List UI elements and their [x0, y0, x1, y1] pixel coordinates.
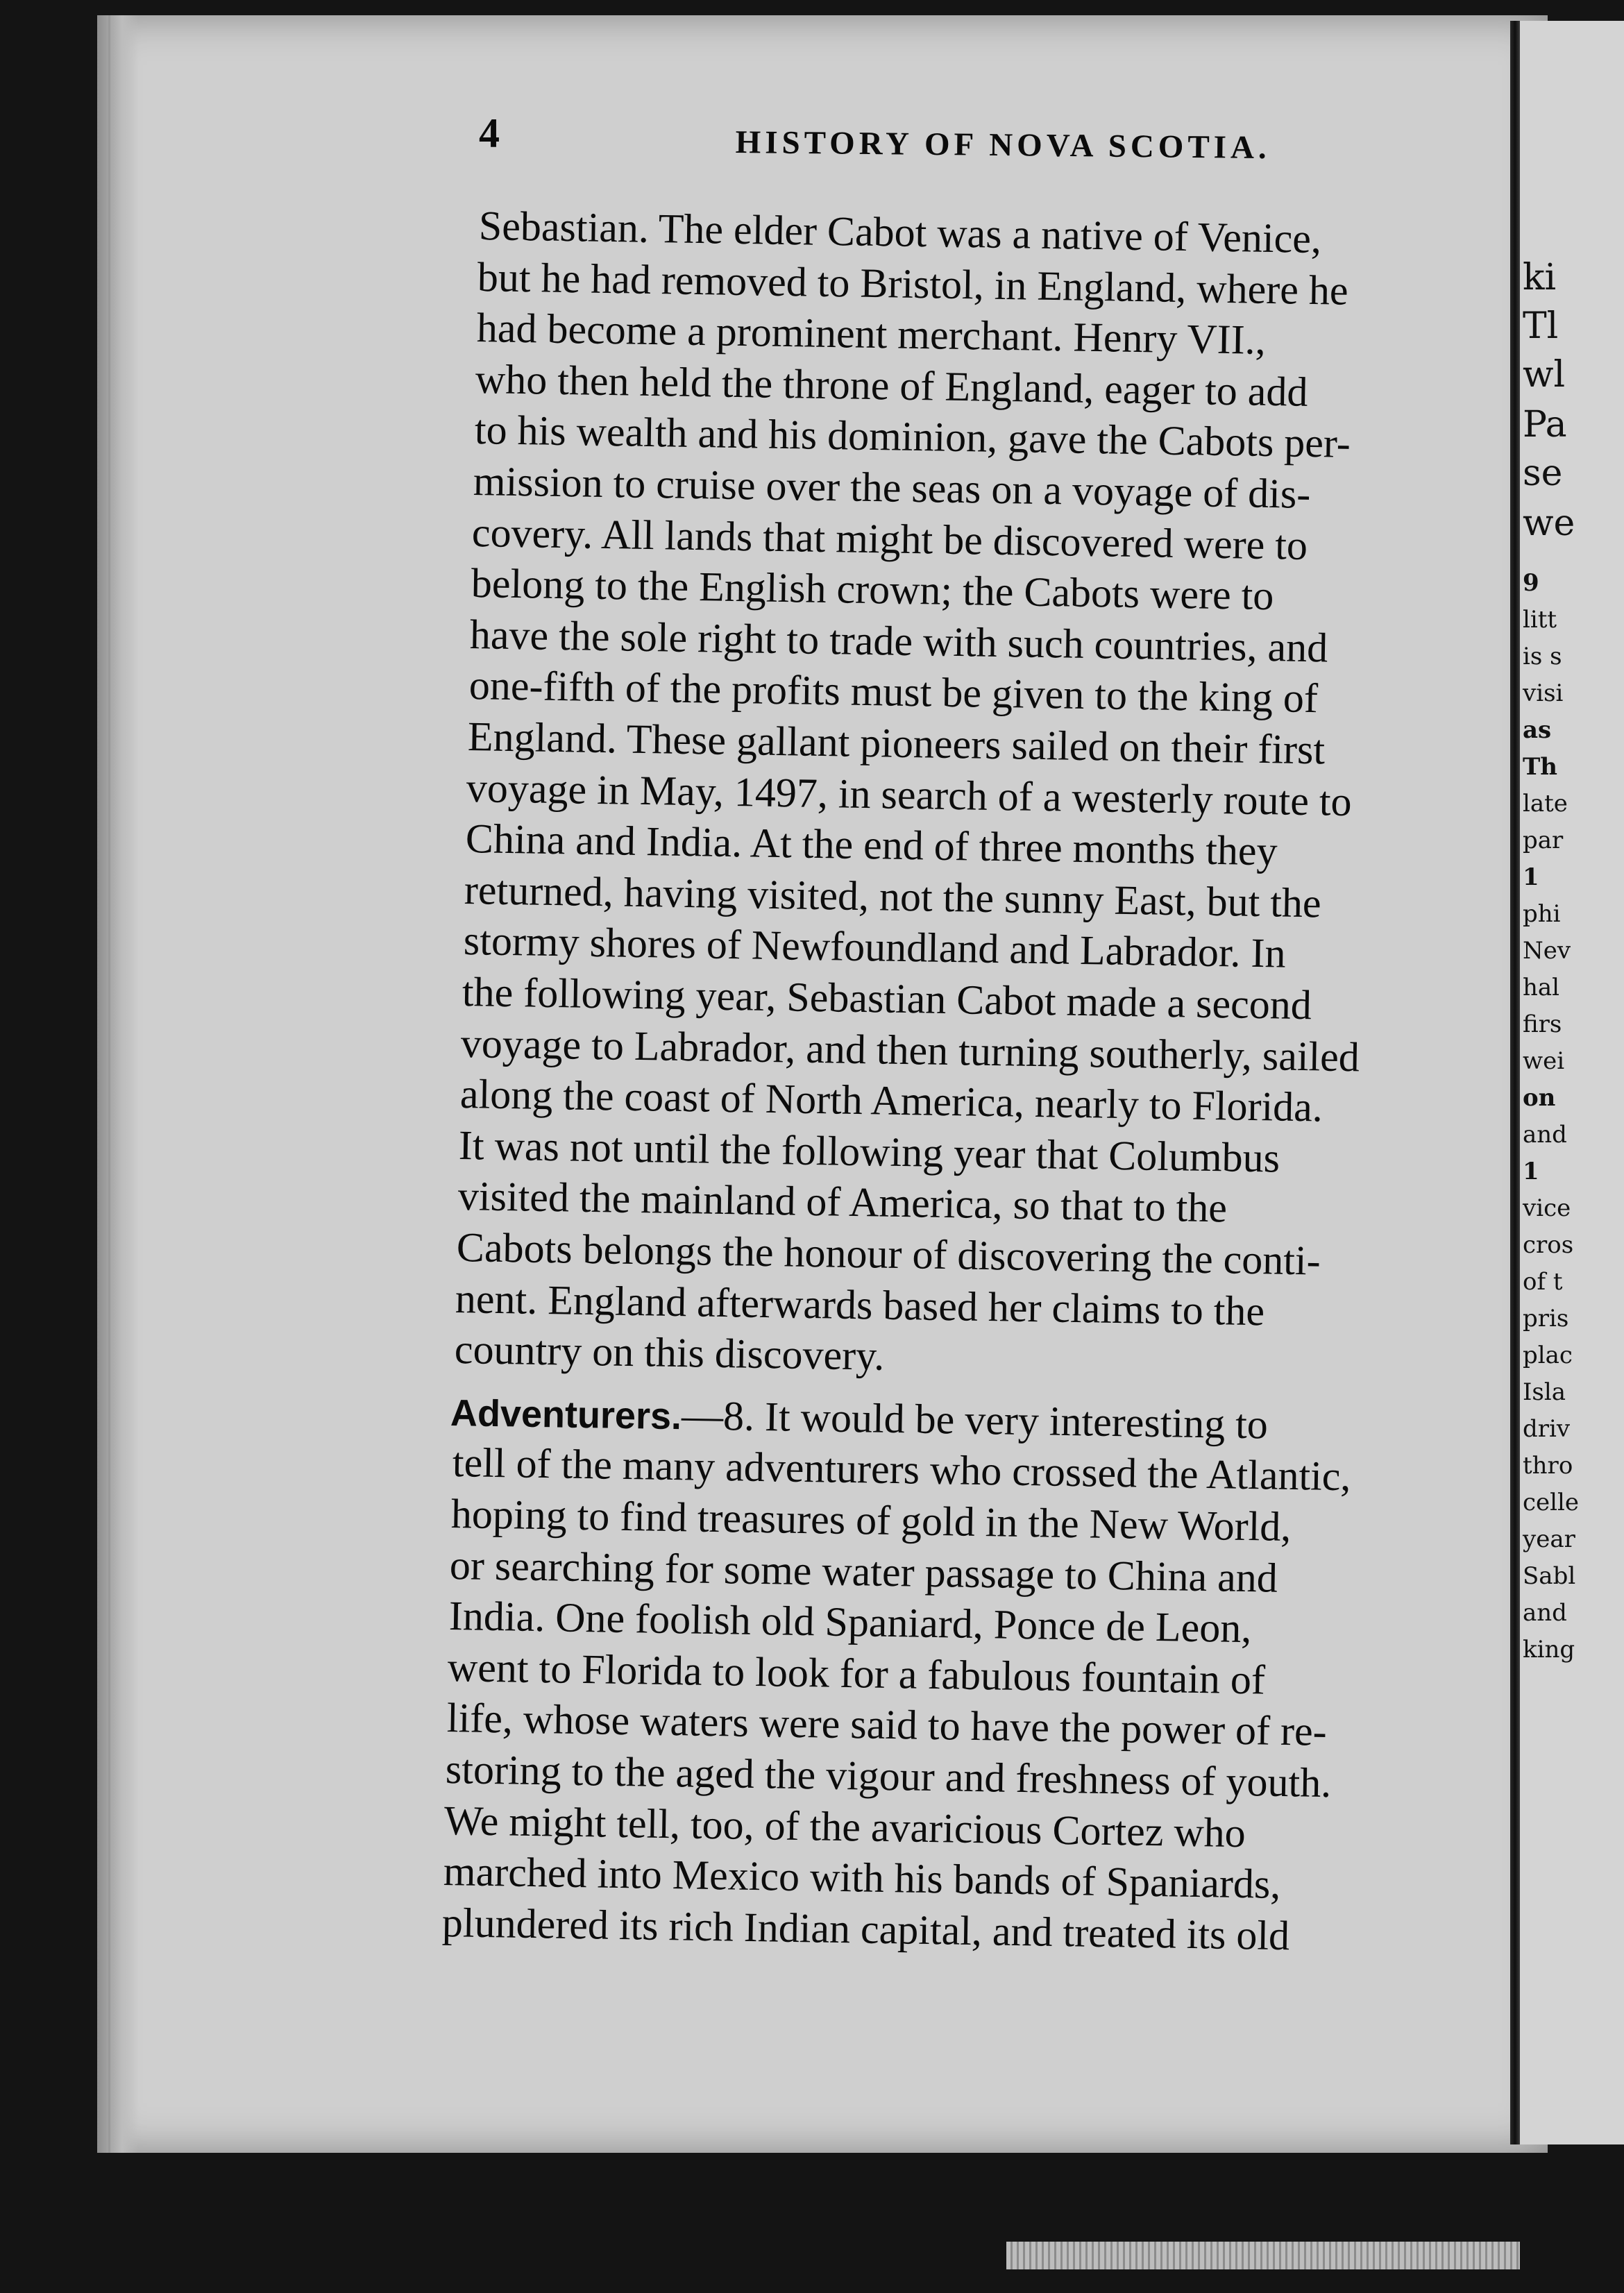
adjacent-page-fragment: year [1523, 1525, 1575, 1553]
body-line: have the sole right to trade with such countries, and [469, 611, 1328, 671]
adjacent-page-fragment: Nev [1523, 937, 1571, 965]
body-line: or searching for some water passage to China and [449, 1541, 1278, 1601]
body-line: returned, having visited, not the sunny East, but the [464, 866, 1322, 926]
adjacent-page-fragment: king [1523, 1636, 1575, 1664]
body-line: It was not until the following year that Columbus [458, 1122, 1280, 1181]
section-first-line-text: —8. It would be very interesting to [681, 1392, 1269, 1448]
section-heading: Adventurers. [450, 1391, 682, 1438]
adjacent-page-fragment: we [1523, 502, 1575, 544]
body-line: China and India. At the end of three months they [465, 815, 1278, 874]
body-line: India. One foolish old Spaniard, Ponce de Leon, [448, 1593, 1252, 1652]
adjacent-page-fragment: 1 [1523, 1158, 1539, 1185]
body-line: one-fifth of the profits must be given to the king of [468, 662, 1319, 722]
body-line: storing to the aged the vigour and freshness of youth. [445, 1746, 1332, 1807]
body-line: marched into Mexico with his bands of Spaniards, [443, 1848, 1281, 1908]
body-line: Sebastian. The elder Cabot was a native of Venice, [478, 203, 1322, 262]
running-head: HISTORY OF NOVA SCOTIA. [735, 124, 1271, 167]
adjacent-page-fragment: is s [1523, 643, 1562, 670]
body-line: voyage in May, 1497, in search of a westerly route to [466, 764, 1353, 824]
adjacent-page-strip [1520, 21, 1624, 2144]
adjacent-page-fragment: of t [1523, 1268, 1563, 1296]
body-line: life, whose waters were said to have the power of re- [446, 1695, 1327, 1755]
adjacent-page-fragment: visi [1523, 679, 1564, 707]
adjacent-page-fragment: as [1523, 716, 1552, 744]
adjacent-page-fragment: Isla [1523, 1378, 1566, 1406]
body-line: belong to the English crown; the Cabots were to [471, 560, 1274, 619]
body-line: voyage to Labrador, and then turning southerly, sailed [460, 1019, 1360, 1080]
body-line: country on this discovery. [454, 1326, 885, 1379]
adjacent-page-fragment: ki [1523, 257, 1557, 298]
page-number: 4 [479, 110, 500, 156]
body-line: but he had removed to Bristol, in England, where he [477, 253, 1349, 314]
adjacent-page-fragment: wl [1523, 354, 1566, 396]
adjacent-page-fragment: pris [1523, 1305, 1569, 1332]
body-line: We might tell, too, of the avaricious Cortez who [443, 1797, 1246, 1856]
body-line: along the coast of North America, nearly to Florida. [459, 1071, 1323, 1131]
body-line: to his wealth and his dominion, gave the Cabots per- [474, 407, 1351, 467]
adjacent-page-fragment: plac [1523, 1342, 1573, 1369]
adjacent-page-fragment: thro [1523, 1452, 1573, 1480]
adjacent-page-fragment: celle [1523, 1489, 1580, 1516]
adjacent-page-fragment: Pa [1523, 404, 1567, 446]
adjacent-page-fragment: vice [1523, 1194, 1571, 1222]
body-line: England. These gallant pioneers sailed on their first [467, 713, 1326, 773]
adjacent-page-fragment: par [1523, 827, 1564, 854]
body-line: hoping to find treasures of gold in the New World, [450, 1491, 1292, 1550]
adjacent-page-fragment: on [1523, 1084, 1556, 1112]
page-binding-edge [97, 15, 139, 2153]
adjacent-page-fragment: hal [1523, 974, 1560, 1001]
body-line: visited the mainland of America, so that to the [457, 1173, 1228, 1231]
body-line: plundered its rich Indian capital, and treated its old [441, 1899, 1290, 1958]
scan-bottom-artifact [1006, 2242, 1520, 2269]
adjacent-page-fragment: cros [1523, 1231, 1574, 1259]
adjacent-page-fragment: Tl [1523, 305, 1559, 347]
adjacent-page-fragment: 1 [1523, 863, 1539, 891]
adjacent-page-fragment: wei [1523, 1047, 1565, 1075]
body-line: Cabots belongs the honour of discovering the conti- [456, 1224, 1321, 1284]
adjacent-page-fragment: and [1523, 1121, 1567, 1149]
adjacent-page-fragment: se [1523, 452, 1563, 494]
body-line: had become a prominent merchant. Henry VII., [476, 305, 1267, 364]
body-line: stormy shores of Newfoundland and Labrador. In [463, 917, 1286, 976]
adjacent-page-fragment: late [1523, 790, 1568, 818]
adjacent-page-fragment: litt [1523, 606, 1557, 634]
body-line: went to Florida to look for a fabulous fountain of [447, 1643, 1266, 1703]
adjacent-page-fragment: driv [1523, 1415, 1571, 1443]
body-line: mission to cruise over the seas on a voyage of dis- [473, 458, 1311, 517]
body-line: who then held the throne of England, eager to add [475, 355, 1309, 415]
adjacent-page-fragment: phi [1523, 900, 1561, 928]
adjacent-page-fragment: and [1523, 1599, 1567, 1627]
page-left-rule [108, 15, 110, 2153]
adjacent-page-fragment: firs [1523, 1010, 1562, 1038]
body-line: tell of the many adventurers who crossed the Atlantic, [452, 1439, 1351, 1500]
page-gutter [1510, 21, 1520, 2144]
adjacent-page-fragment: Th [1523, 753, 1558, 781]
body-line: the following year, Sebastian Cabot made a second [462, 969, 1312, 1029]
body-line: nent. England afterwards based her claims to the [455, 1275, 1266, 1334]
adjacent-page-fragment: Sabl [1523, 1562, 1576, 1590]
body-line: covery. All lands that might be discovered were to [471, 509, 1308, 568]
adjacent-page-fragment: 9 [1523, 569, 1539, 597]
